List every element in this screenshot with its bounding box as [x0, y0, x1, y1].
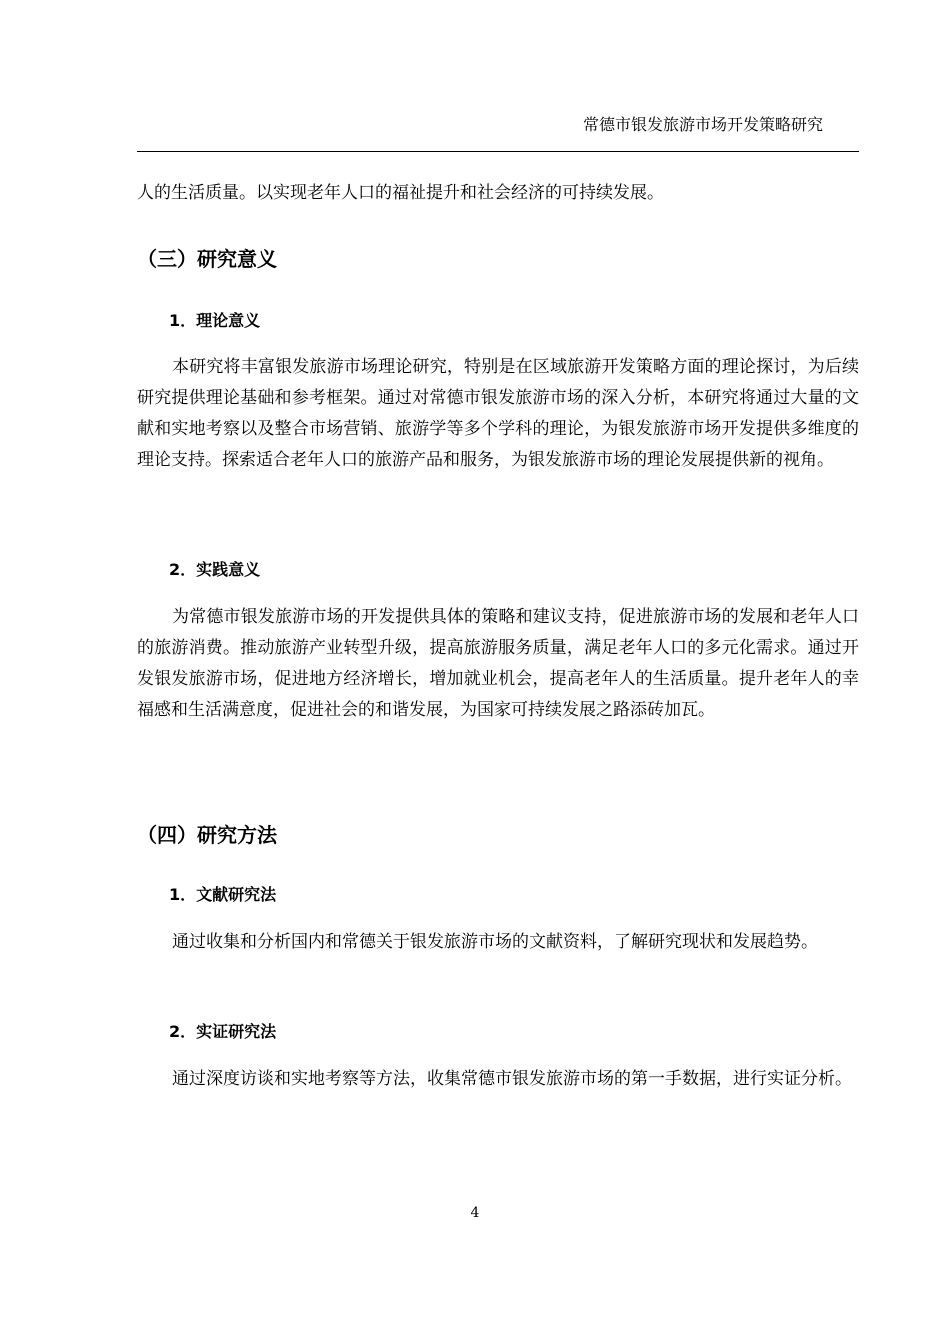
section-heading-research-significance: （三）研究意义 [137, 247, 277, 271]
subheading-theoretical-significance: 1．理论意义 [169, 311, 261, 330]
paragraph-literature-method: 通过收集和分析国内和常德关于银发旅游市场的文献资料，了解研究现状和发展趋势。 [172, 932, 818, 952]
page-number: 4 [470, 1205, 480, 1221]
header-rule [137, 151, 859, 152]
paragraph-practical-significance: 为常德市银发旅游市场的开发提供具体的策略和建议支持，促进旅游市场的发展和老年人口的旅游消费。推动旅游产业转型升级，提高旅游服务质量，满足老年人口的多元化需求。通过开发银发旅游市场，促进地方经济增长，增加就业机会，提高老年人的生活质量。提升老年人的幸福感和生活满意度，促进社会的和谐发展，为国家可持续发展之路添砖加瓦。 [137, 607, 859, 720]
running-header: 常德市银发旅游市场开发策略研究 [582, 115, 823, 134]
subheading-practical-significance: 2．实践意义 [169, 560, 261, 579]
subheading-empirical-method: 2．实证研究法 [169, 1022, 277, 1041]
intro-paragraph: 人的生活质量。以实现老年人口的福祉提升和社会经济的可持续发展。 [137, 183, 664, 203]
paragraph-empirical-method: 通过深度访谈和实地考察等方法，收集常德市银发旅游市场的第一手数据，进行实证分析。 [172, 1069, 852, 1089]
subheading-literature-method: 1．文献研究法 [169, 885, 277, 904]
paragraph-theoretical-significance: 本研究将丰富银发旅游市场理论研究，特别是在区域旅游开发策略方面的理论探讨，为后续研究提供理论基础和参考框架。通过对常德市银发旅游市场的深入分析，本研究将通过大量的文献和实地考察以及整合市场营销、旅游学等多个学科的理论，为银发旅游市场开发提供多维度的理论支持。探索适合老年人口的旅游产品和服务，为银发旅游市场的理论发展提供新的视角。 [137, 357, 859, 470]
section-heading-research-methods: （四）研究方法 [137, 823, 277, 847]
